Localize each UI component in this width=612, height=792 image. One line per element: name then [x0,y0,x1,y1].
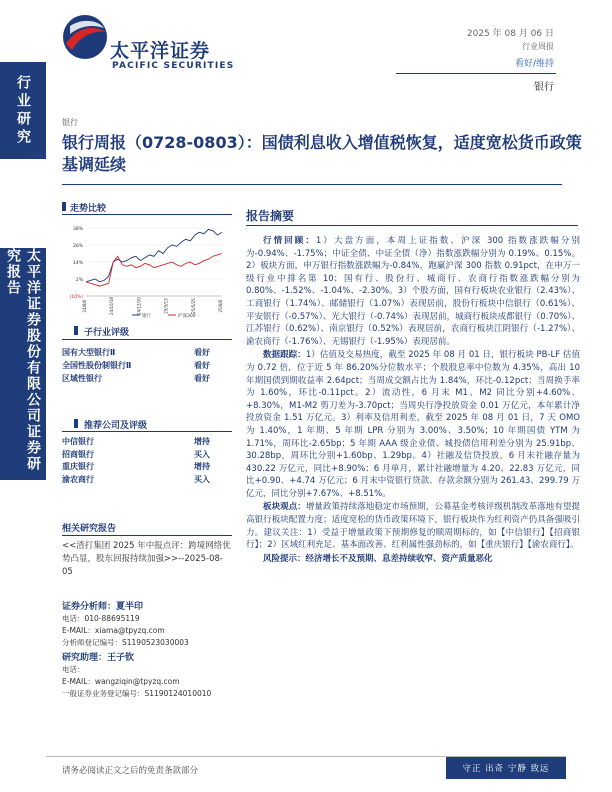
sub-rating-row [62,346,234,359]
company-name: 渝农商行 [62,474,94,484]
x-tick-label: 25/5/25 [190,298,196,314]
related-report-link[interactable]: <<渣打集团 2025 年中报点评：跨境网络优势凸显，股东回报持续加强>>--2025-08-05 [62,541,231,577]
market-review-text: 1）大盘方面，本周上证指数、沪深 300 指数涨跌幅分别为-0.94%、-1.75%；中证全债、中证全债（净）指数涨跌幅分别为 0.19%、0.15%。2）板块方面，申万银行指数涨跌幅为-0.84%，跑赢沪深 300 指数 0.91pct，在申万一级行业中排名第 10；国有行、股份行、城商行、农商行指数涨跌幅分别为 0.80%、-1.52%、-1.04%、-2.30%。3）个股方面，国有行板块农业银行（2.43%）、工商银行（1.74%）、邮储银行（1.07%）表现居前，股份行板块中信银行（0.61%）、平安银行（-0.57%）、光大银行（-0.74%）表现居前，城商行板块成都银行（0.70%）、江苏银行（0.62%）、南京银行（0.52%）表现居前，农商行板块江阴银行（-1.27%）、渝农商行（-1.76%）、无锡银行（-1.95%）表现居前。 [246,236,580,347]
report-type: 行业周报 [522,42,554,51]
company-logo-mark [62,14,108,60]
assistant-block [62,652,232,700]
company-rating: 买入 [194,474,210,484]
assistant-name: 王子钦 [107,653,135,663]
company-rating: 增持 [194,437,210,446]
trend-heading: 走势比较 [70,204,107,214]
legend-label: 沪深300 [178,314,196,319]
x-tick-label: 24/10/18 [109,297,115,315]
sub-rating-name: 国有大型银行Ⅱ [62,348,116,357]
abstract-risk [246,553,580,566]
recommend-row [62,436,234,449]
footer-disclaimer: 请务必阅读正文之后的免责条款部分 [62,766,199,776]
sub-rating-name: 区域性银行 [62,374,102,383]
x-tick-label: 25/3/13 [163,298,169,314]
sub-rating-table [62,346,234,385]
analyst-name: 夏半印 [116,602,144,612]
company-name: 重庆银行 [62,462,94,471]
sidebar-industry-research: 行业研究 [0,62,46,159]
series-line-csi300 [86,254,222,287]
sub-rating-heading: 子行业评级 [84,328,130,338]
assistant-email[interactable]: E-MAIL：wangziqin@tpyzq.com [62,677,180,686]
recommend-heading: 推荐公司及评级 [84,421,148,431]
analyst-phone: 电话：010-88695119 [62,614,140,623]
analyst-block [62,601,232,649]
report-title: 银行周报（0728-0803）：国债利息收入增值税恢复，适度宽松货币政策基调延续 [62,133,582,174]
assistant-cert: 一般证券业务登记编号：S1190124010010 [62,689,212,698]
recommend-row [62,461,234,474]
x-tick-label: 25/8/6 [218,299,223,313]
risk-text: 经济增长不及预期、息差持续收窄、资产质量恶化 [305,553,493,564]
analyst-title: 证券分析师： [62,602,117,612]
related-heading: 相关研究报告 [62,524,117,534]
abstract-sector-view [246,501,580,551]
industry-rating: 看好/维持 [514,59,554,69]
sector-label: 银行 [534,82,554,93]
analyst-cert: 分析师登记编号：S1190523030003 [62,638,189,647]
sub-rating-row [62,372,234,385]
series-line-bank [86,229,222,281]
title-divider [62,184,562,185]
sub-rating-name: 全国性股份制银行Ⅱ [62,361,132,370]
y-tick-label: 26% [72,244,83,249]
sub-rating-value: 看好 [194,374,210,383]
y-tick-label: 14% [72,261,83,266]
sub-rating-value: 看好 [194,361,210,370]
company-name-en: PACIFIC SECURITIES [112,61,235,71]
company-name: 招商银行 [62,449,94,459]
abstract-divider [246,225,578,226]
data-tracking-text: 1）估值及交易热度，截至 2025 年 08 月 01 日，银行板块 PB-LF 估值为 0.72 倍，位于近 5 年 86.20%分位数水平；个股股息率中位数为 4.35%，高出 10 年期国债到期收益率 2.64pct；当周成交额占比为 1.84%，环比-0.12pct；当周换手率为 1.60%，环比-0.11pct。2）流动性，6 月末 M1、M2 同比分别+4.60%、+8.30%，M1-M2 剪刀差为-3.70pct；当周央行净投放资金 0.01 万亿元，本年累计净投放资金 1.51 万亿元。3）利率及信用利差，截至 2025 年 08 月 01 日，7 天 OMO 为 1.40%，1 年期、5 年期 LPR 分别为 3.00%、3.50%；10 年期国债 YTM 为 1.71%，周环比-2.65bp；5 年期 AAA 级企业债、城投债信用利差分别为 25.91bp、30.28bp，周环比分别+1.60bp、1.29bp。4）社融及信贷投放，6 月末社融存量为 430.22 万亿元，同比+8.90%；6 月单月，累计社融增量为 4.20、22.83 万亿元，同比+0.90、+4.74 万亿元；6 月末中资银行贷款、存款余额分别为 261.43、299.79 万亿元，同比分别+7.67%、+8.51%。 [246,350,580,499]
company-name: 中信银行 [62,437,94,446]
sector-view-text: 增量政策持续落地稳定市场预期，公募基金考核评级机制改革落地有望提高银行板块配置力度；适度宽松的货币政策环境下，银行板块作为红利资产仍具备强吸引力。建议关注：1）受益于增量政策下预期修复的顺周期标的，如【中信银行】【招商银行】；2）区域红利充足、基本面改善、红利属性强劲标的，如【重庆银行】【渝农商行】。 [246,502,580,551]
recommend-table [62,436,234,486]
abstract-data-tracking [246,349,580,500]
sidebar-company-report: 太平洋证券股份有限公司证券研究报告 [0,248,46,480]
assistant-title: 研究助理： [62,653,108,663]
x-tick-label: 24/8/6 [82,299,87,313]
report-date: 2025 年 08 月 06 日 [466,29,554,39]
trend-divider [62,214,232,215]
y-tick-label: (10%) [69,295,83,300]
section-marker [74,326,78,335]
company-name-cn: 太平洋证券 [110,40,211,62]
company-rating: 买入 [194,449,210,459]
recommend-row [62,474,234,487]
section-marker [74,419,78,428]
abstract-body [246,235,580,566]
sector-view-label: 板块观点： [263,502,306,513]
related-divider [62,535,232,536]
market-review-label: 行情回顾： [263,236,316,246]
header-divider [396,73,556,74]
footer-motto: 守正 出奇 宁静 致远 [446,757,566,779]
y-tick-label: 2% [75,278,83,283]
data-tracking-label: 数据跟踪： [263,350,306,361]
risk-label: 风险提示： [263,553,306,564]
sub-rating-value: 看好 [194,348,210,357]
sector-tag: 银行 [62,118,78,127]
analyst-email[interactable]: E-MAIL：xiama@tpyzq.com [62,626,165,635]
y-tick-label: 38% [72,227,83,232]
recommend-divider [62,431,232,432]
sub-rating-divider [62,339,232,340]
x-tick-label: 24/12/30 [136,297,142,315]
abstract-market-review [246,235,580,348]
company-rating: 增持 [194,462,210,471]
assistant-phone: 电话： [62,665,85,674]
sub-rating-row [62,359,234,372]
section-marker [62,202,66,211]
recommend-row [62,449,234,462]
abstract-heading: 报告摘要 [246,209,295,223]
legend-label: 银行 [142,314,151,319]
trend-chart [62,220,232,320]
